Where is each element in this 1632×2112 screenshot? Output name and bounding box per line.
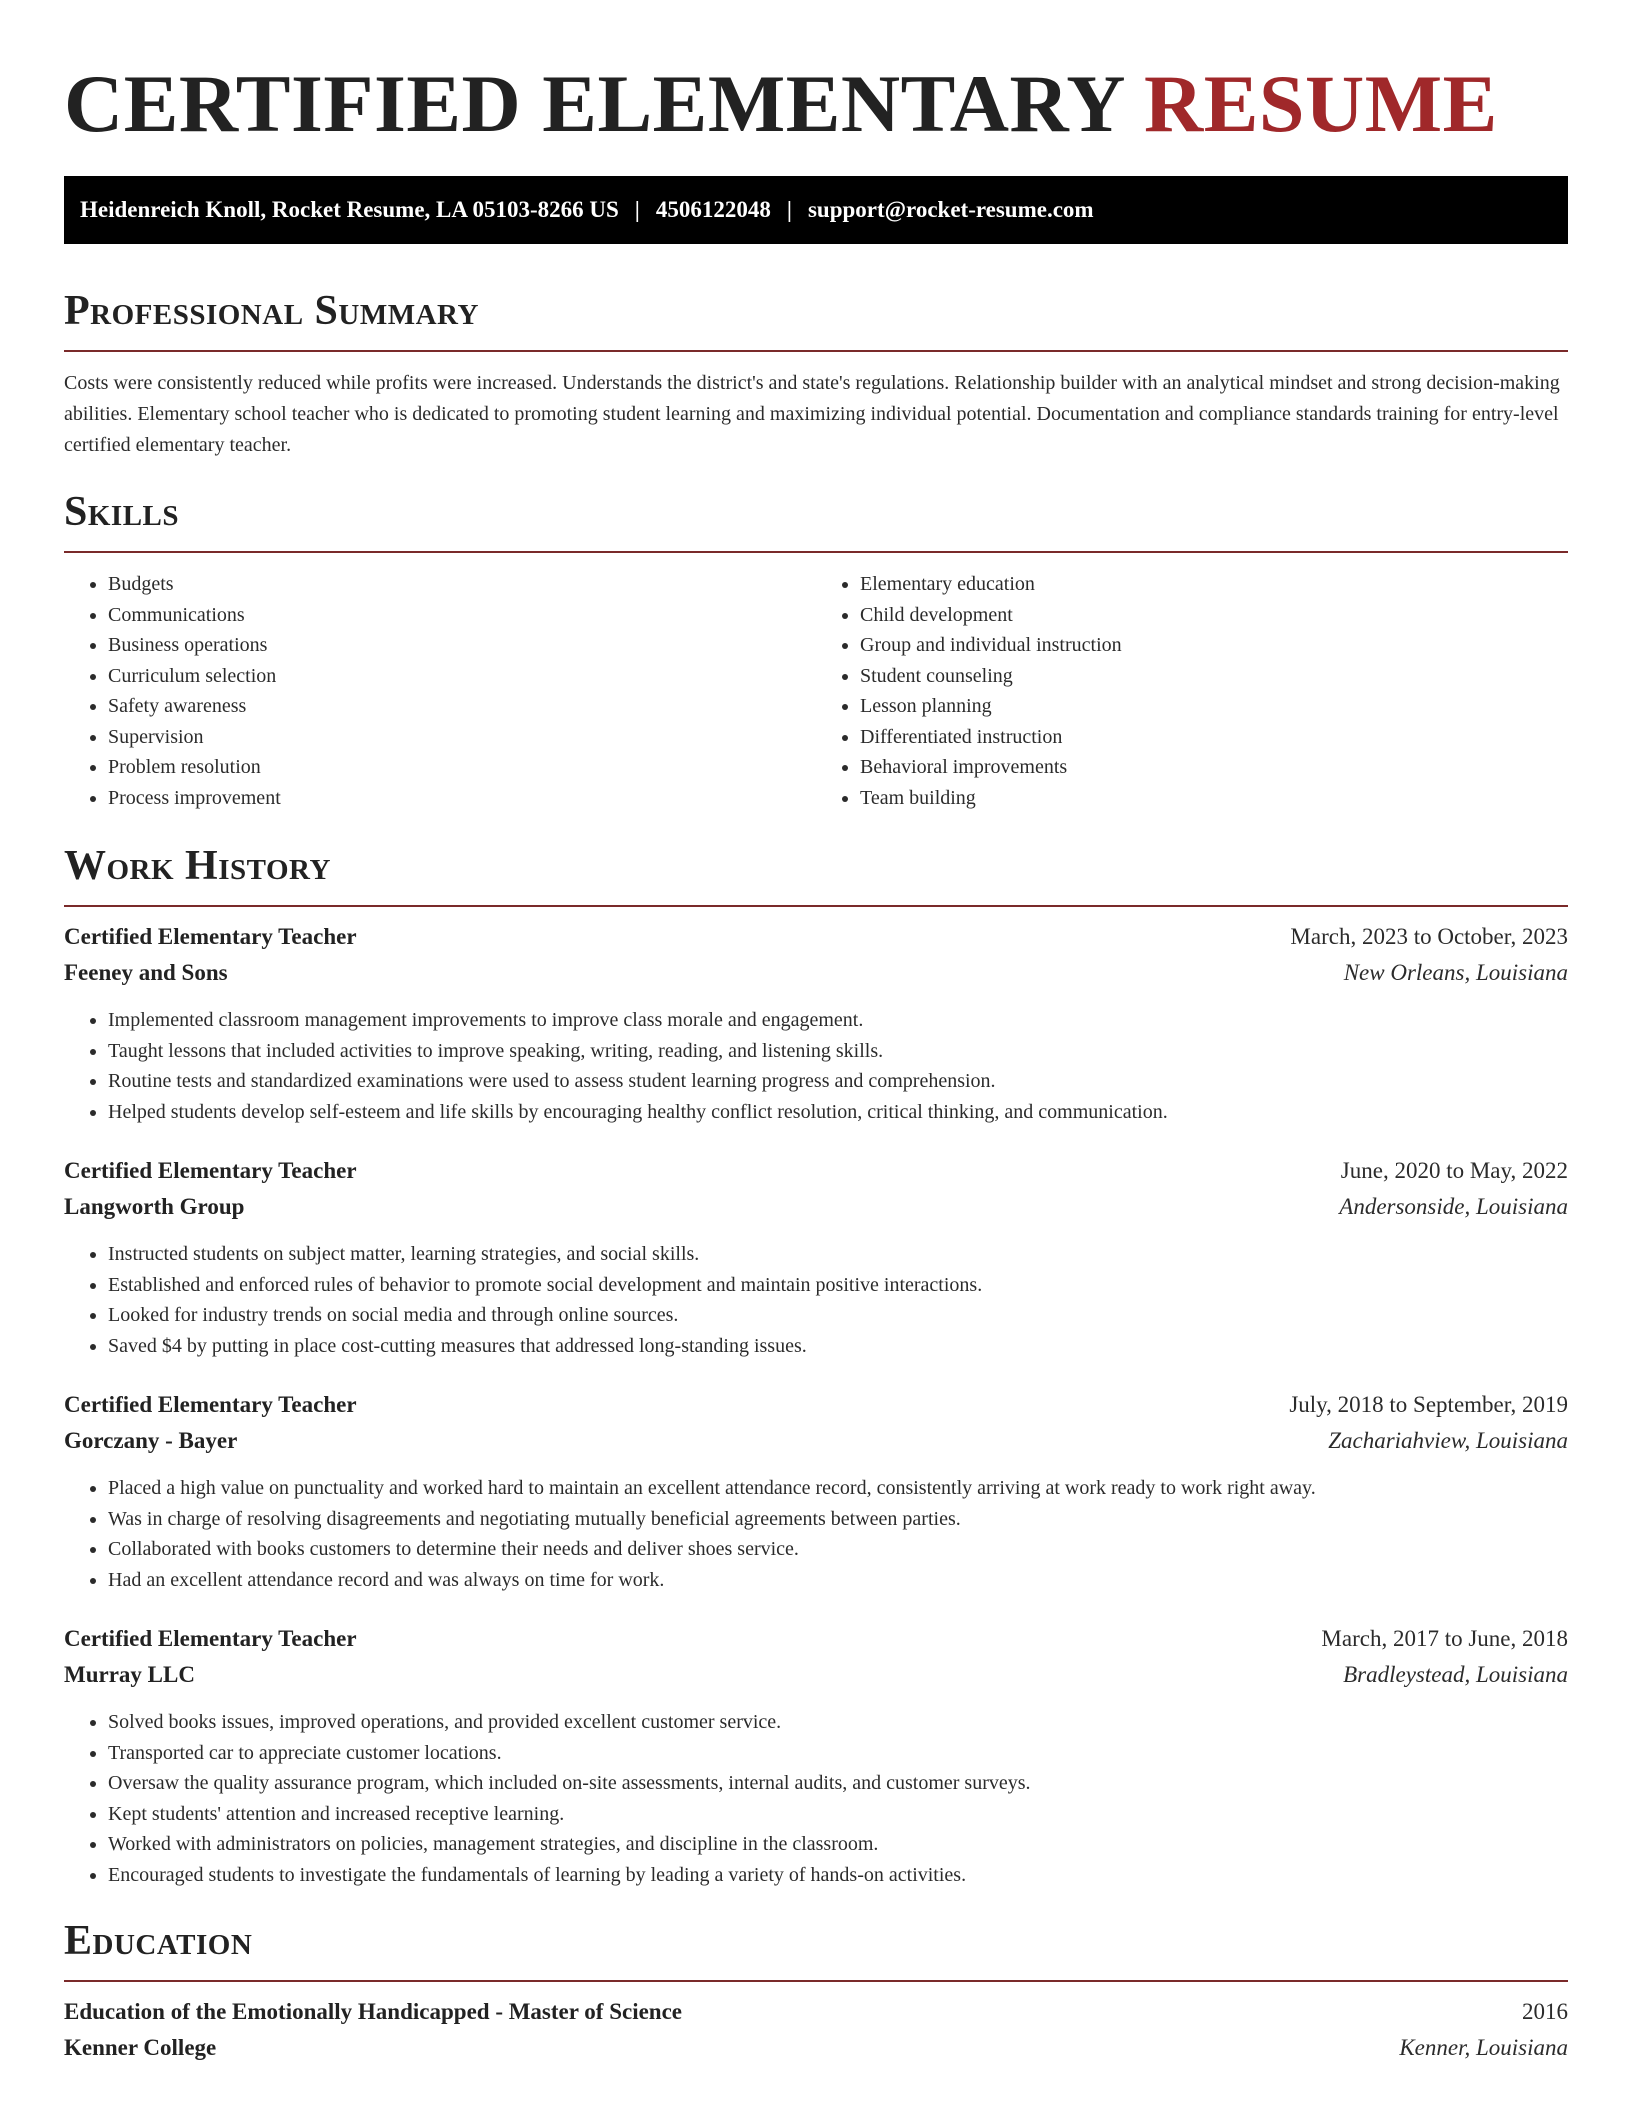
- title-accent: RESUME: [1143, 58, 1498, 149]
- section-divider: [64, 905, 1568, 907]
- skill-item: • Behavioral improvements: [860, 752, 1568, 783]
- job-bullet: • Implemented classroom management improvements to improve class morale and engagement.: [108, 1005, 1568, 1036]
- skill-item: • Communications: [108, 600, 816, 631]
- section-divider: [64, 1980, 1568, 1982]
- job-bullet: • Was in charge of resolving disagreements and negotiating mutually beneficial agreements between parties.: [108, 1504, 1568, 1535]
- education-section: [64, 1916, 1568, 2066]
- contact-bar: [64, 176, 1568, 244]
- job-header-row: [64, 1621, 1568, 1657]
- job-bullets: [64, 1239, 1568, 1361]
- job-bullet: • Saved $4 by putting in place cost-cutting measures that addressed long-standing issues.: [108, 1331, 1568, 1362]
- job-bullet: • Looked for industry trends on social media and through online sources.: [108, 1300, 1568, 1331]
- job-location: Andersonside, Louisiana: [1339, 1194, 1568, 1219]
- job-bullet: • Oversaw the quality assurance program, which included on-site assessments, internal audits, and customer surveys.: [108, 1768, 1568, 1799]
- education-entry: [64, 1994, 1568, 2066]
- job-company: Murray LLC: [64, 1662, 195, 1687]
- education-school-row: [64, 2030, 1568, 2066]
- job-bullet: • Solved books issues, improved operations, and provided excellent customer service.: [108, 1707, 1568, 1738]
- contact-email: support@rocket-resume.com: [807, 197, 1094, 222]
- resume-title: [64, 0, 1568, 152]
- job-bullet: • Worked with administrators on policies, management strategies, and discipline in the classroom.: [108, 1829, 1568, 1860]
- education-year: 2016: [1522, 1999, 1568, 2024]
- job-company-row: [64, 1189, 1568, 1225]
- job-header-row: [64, 1153, 1568, 1189]
- skill-item: • Team building: [860, 783, 1568, 814]
- skill-item: • Process improvement: [108, 783, 816, 814]
- job-bullets: [64, 1707, 1568, 1890]
- job-title: Certified Elementary Teacher: [64, 1626, 357, 1651]
- education-heading: Education: [64, 1918, 253, 1964]
- job-entry: [64, 1387, 1568, 1595]
- job-title: Certified Elementary Teacher: [64, 1392, 357, 1417]
- skills-list-left: [64, 569, 816, 813]
- skills-list-right: [816, 569, 1568, 813]
- summary-text: Costs were consistently reduced while profits were increased. Understands the district's and state's regulations. Relationship builder with an analytical mindset and strong decision-making abilities. Elementary school teacher who is dedicated to promoting student learning and maximizing individual potential. Documentation and compliance standards training for entry-level certified elementary teacher.: [64, 372, 1560, 456]
- skill-item: • Lesson planning: [860, 691, 1568, 722]
- job-dates: March, 2017 to June, 2018: [1321, 1626, 1568, 1651]
- contact-phone: 4506122048: [655, 197, 771, 222]
- skill-item: • Child development: [860, 600, 1568, 631]
- job-bullets: [64, 1473, 1568, 1595]
- section-divider: [64, 551, 1568, 553]
- summary-section: [64, 286, 1568, 461]
- job-bullet: • Established and enforced rules of behavior to promote social development and maintain positive interactions.: [108, 1270, 1568, 1301]
- skills-columns: [64, 569, 1568, 813]
- skill-item: • Group and individual instruction: [860, 630, 1568, 661]
- education-degree: Education of the Emotionally Handicapped - Master of Science: [64, 1999, 683, 2024]
- job-bullet: • Taught lessons that included activities to improve speaking, writing, reading, and listening skills.: [108, 1036, 1568, 1067]
- contact-separator: |: [634, 197, 640, 222]
- skill-item: • Problem resolution: [108, 752, 816, 783]
- job-header-row: [64, 919, 1568, 955]
- contact-separator: |: [786, 197, 792, 222]
- education-location: Kenner, Louisiana: [1399, 2035, 1568, 2060]
- job-bullets: [64, 1005, 1568, 1127]
- job-entry: [64, 1621, 1568, 1890]
- job-company-row: [64, 1423, 1568, 1459]
- work-history-section: [64, 841, 1568, 1890]
- job-dates: June, 2020 to May, 2022: [1340, 1158, 1568, 1183]
- education-school: Kenner College: [64, 2035, 217, 2060]
- skill-item: • Curriculum selection: [108, 661, 816, 692]
- title-main: CERTIFIED ELEMENTARY: [64, 58, 1123, 149]
- job-bullet: • Encouraged students to investigate the fundamentals of learning by leading a variety of hands-on activities.: [108, 1860, 1568, 1891]
- contact-address: Heidenreich Knoll, Rocket Resume, LA 05103-8266 US: [80, 197, 619, 222]
- job-bullet: • Transported car to appreciate customer locations.: [108, 1738, 1568, 1769]
- job-location: Zachariahview, Louisiana: [1328, 1428, 1568, 1453]
- skill-item: • Differentiated instruction: [860, 722, 1568, 753]
- job-entry: [64, 1153, 1568, 1361]
- summary-heading: Professional Summary: [64, 288, 479, 334]
- job-bullet: • Placed a high value on punctuality and worked hard to maintain an excellent attendance record, consistently arriving at work ready to work right away.: [108, 1473, 1568, 1504]
- job-location: Bradleystead, Louisiana: [1343, 1662, 1568, 1687]
- skill-item: • Elementary education: [860, 569, 1568, 600]
- job-bullet: • Routine tests and standardized examinations were used to assess student learning progress and comprehension.: [108, 1066, 1568, 1097]
- job-company: Feeney and Sons: [64, 960, 228, 985]
- skill-item: • Student counseling: [860, 661, 1568, 692]
- job-title: Certified Elementary Teacher: [64, 1158, 357, 1183]
- job-bullet: • Collaborated with books customers to determine their needs and deliver shoes service.: [108, 1534, 1568, 1565]
- job-header-row: [64, 1387, 1568, 1423]
- job-bullet: • Helped students develop self-esteem and life skills by encouraging healthy conflict resolution, critical thinking, and communication.: [108, 1097, 1568, 1128]
- job-bullet: • Kept students' attention and increased receptive learning.: [108, 1799, 1568, 1830]
- job-title: Certified Elementary Teacher: [64, 924, 357, 949]
- skill-item: • Budgets: [108, 569, 816, 600]
- job-company-row: [64, 955, 1568, 991]
- skills-heading: Skills: [64, 489, 180, 535]
- skill-item: • Supervision: [108, 722, 816, 753]
- job-company: Gorczany - Bayer: [64, 1428, 238, 1453]
- job-entry: [64, 919, 1568, 1127]
- job-dates: July, 2018 to September, 2019: [1289, 1392, 1568, 1417]
- job-bullet: • Had an excellent attendance record and was always on time for work.: [108, 1565, 1568, 1596]
- section-divider: [64, 350, 1568, 352]
- skills-section: [64, 487, 1568, 813]
- job-company-row: [64, 1657, 1568, 1693]
- work-history-heading: Work History: [64, 843, 331, 889]
- skill-item: • Business operations: [108, 630, 816, 661]
- skill-item: • Safety awareness: [108, 691, 816, 722]
- job-dates: March, 2023 to October, 2023: [1290, 924, 1568, 949]
- job-location: New Orleans, Louisiana: [1343, 960, 1568, 985]
- education-degree-row: [64, 1994, 1568, 2030]
- job-bullet: • Instructed students on subject matter, learning strategies, and social skills.: [108, 1239, 1568, 1270]
- job-company: Langworth Group: [64, 1194, 245, 1219]
